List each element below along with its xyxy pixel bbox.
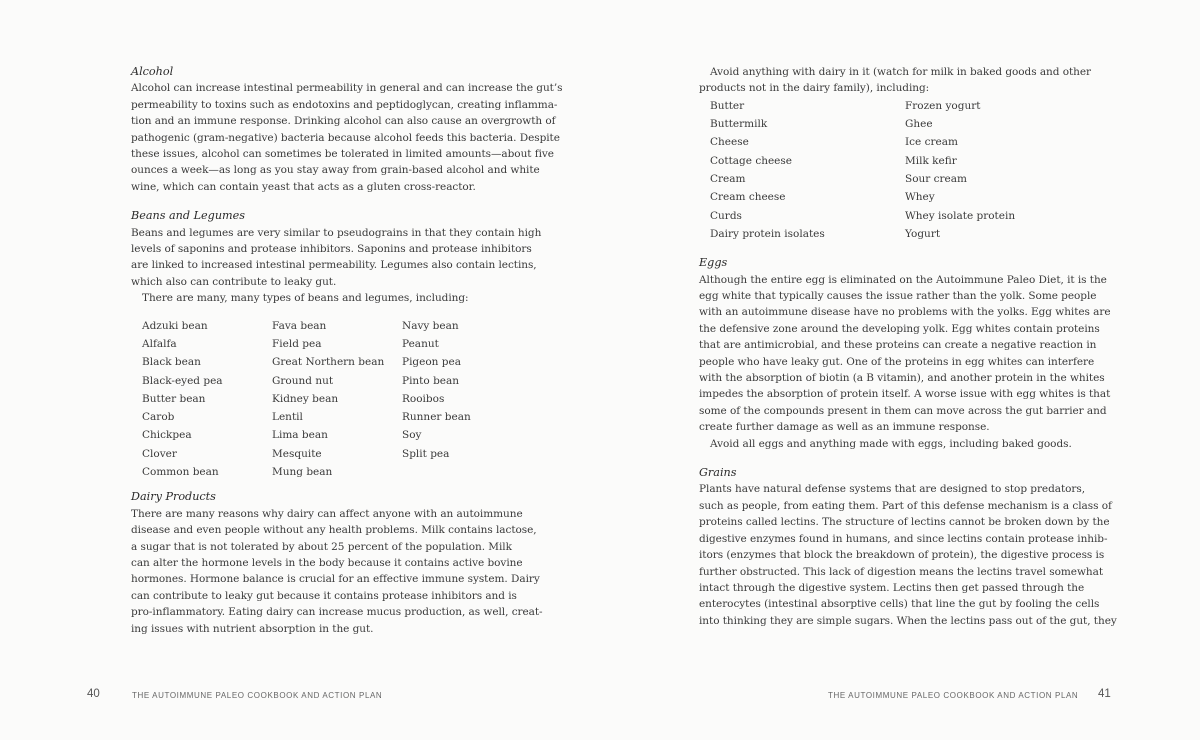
beans-paragraph <box>131 225 542 307</box>
list-item: Buttermilk <box>710 118 768 131</box>
text-line: Although the entire egg is eliminated on the Autoimmune Paleo Diet, it is the <box>699 273 1107 286</box>
list-item: Mung bean <box>272 466 333 479</box>
dairy-list <box>710 97 1071 243</box>
list-item: Carob <box>142 411 175 424</box>
list-item: Runner bean <box>402 411 471 424</box>
list-item: Dairy protein isolates <box>710 227 825 240</box>
list-item: Frozen yogurt <box>905 99 981 112</box>
text-line: impedes the absorption of protein itself. A worse issue with egg whites is that <box>699 388 1111 401</box>
list-item: Clover <box>142 447 177 460</box>
list-item: Ground nut <box>272 374 334 387</box>
list-item: Cream cheese <box>710 191 786 204</box>
eggs-heading: Eggs <box>699 256 728 270</box>
page-number: 40 <box>87 688 100 700</box>
list-item: Pigeon pea <box>402 356 461 369</box>
grains-paragraph <box>699 481 1117 629</box>
list-item: Adzuki bean <box>142 319 208 332</box>
text-line: egg white that typically causes the issue rather than the yolk. Some people <box>699 290 1097 302</box>
text-line: products not in the dairy family), including: <box>699 82 930 95</box>
text-line: Alcohol can increase intestinal permeability in general and can increase the gut’s <box>131 82 563 95</box>
eggs-paragraph <box>699 272 1111 452</box>
running-head: THE AUTOIMMUNE PALEO COOKBOOK AND ACTION PLAN <box>132 691 383 700</box>
list-item: Milk kefir <box>905 154 957 167</box>
text-line: a sugar that is not tolerated by about 25 percent of the population. Milk <box>131 540 512 553</box>
list-item: Common bean <box>142 466 219 479</box>
text-line: can contribute to leaky gut because it contains protease inhibitors and is <box>131 589 517 602</box>
list-item: Curds <box>710 209 742 222</box>
dairy-paragraph <box>131 506 543 637</box>
eggs-closing-line: Avoid all eggs and anything made with eggs, including baked goods. <box>710 437 1072 450</box>
list-item: Peanut <box>402 337 439 350</box>
list-item: Split pea <box>402 447 450 460</box>
text-line: which also can contribute to leaky gut. <box>131 275 337 288</box>
list-item: Yogurt <box>905 227 941 240</box>
text-line: these issues, alcohol can sometimes be tolerated in limited amounts—about five <box>131 148 554 161</box>
list-item: Alfalfa <box>142 337 177 350</box>
list-item: Sour cream <box>905 173 967 185</box>
text-line: into thinking they are simple sugars. When the lectins pass out of the gut, they <box>699 614 1117 627</box>
text-line: ounces a week—as long as you stay away from grain-based alcohol and white <box>131 164 540 177</box>
text-line: intact through the digestive system. Lectins then get passed through the <box>699 581 1085 594</box>
text-line: wine, which can contain yeast that acts as a gluten cross-reactor. <box>131 180 476 193</box>
text-line: such as people, from eating them. Part of this defense mechanism is a class of <box>699 499 1112 512</box>
list-item: Ghee <box>905 118 933 131</box>
list-item: Chickpea <box>142 429 192 442</box>
grains-heading: Grains <box>699 466 737 480</box>
text-line: ing issues with nutrient absorption in the gut. <box>131 622 374 635</box>
text-line: people who have leaky gut. One of the proteins in egg whites can interfere <box>699 355 1095 368</box>
alcohol-heading: Alcohol <box>131 65 174 78</box>
text-line: There are many reasons why dairy can affect anyone with an autoimmune <box>131 507 523 520</box>
dairy-continued-paragraph <box>699 64 1091 97</box>
list-item: Soy <box>402 429 422 442</box>
list-item: Lima bean <box>272 429 328 442</box>
right-page <box>600 0 1200 740</box>
alcohol-paragraph <box>131 80 563 195</box>
list-item: Mesquite <box>272 447 322 460</box>
text-line: levels of saponins and protease inhibitors. Saponins and protease inhibitors <box>131 243 532 256</box>
list-item: Black bean <box>142 356 201 369</box>
text-line: some of the compounds present in them can move across the gut barrier and <box>699 404 1107 417</box>
text-line: proteins called lectins. The structure of lectins cannot be broken down by the <box>699 516 1110 529</box>
list-item: Fava bean <box>272 319 327 332</box>
running-head: THE AUTOIMMUNE PALEO COOKBOOK AND ACTION PLAN <box>828 691 1079 700</box>
page-number: 41 <box>1098 688 1111 700</box>
beans-list-intro: There are many, many types of beans and legumes, including: <box>142 292 469 305</box>
text-line: the defensive zone around the developing yolk. Egg whites contain proteins <box>699 322 1100 335</box>
list-item: Lentil <box>272 411 303 424</box>
list-item: Whey isolate protein <box>905 209 1016 222</box>
text-line: Avoid anything with dairy in it (watch for milk in baked goods and other <box>710 66 1091 78</box>
text-line: can alter the hormone levels in the body because it contains active bovine <box>131 556 523 569</box>
text-line: Plants have natural defense systems that are designed to stop predators, <box>699 483 1085 496</box>
text-line: are linked to increased intestinal permeability. Legumes also contain lectins, <box>131 259 537 272</box>
text-line: further obstructed. This lack of digestion means the lectins travel somewhat <box>699 565 1103 578</box>
text-line: create further damage as well as an immune response. <box>699 421 990 434</box>
list-item: Black-eyed pea <box>142 374 223 387</box>
list-item: Butter <box>710 99 745 112</box>
text-line: enterocytes (intestinal absorptive cells) that line the gut by fooling the cells <box>699 598 1100 611</box>
list-item: Great Northern bean <box>272 356 385 369</box>
list-item: Field pea <box>272 337 322 350</box>
beans-list <box>142 317 503 482</box>
text-line: Beans and legumes are very similar to pseudograins in that they contain high <box>131 226 542 239</box>
beans-heading: Beans and Legumes <box>131 209 245 223</box>
text-line: hormones. Hormone balance is crucial for an effective immune system. Dairy <box>131 573 540 586</box>
text-line: pro-inflammatory. Eating dairy can increase mucus production, as well, creat- <box>131 606 543 619</box>
text-line: tion and an immune response. Drinking alcohol can also cause an overgrowth of <box>131 115 556 128</box>
text-line: disease and even people without any health problems. Milk contains lactose, <box>131 524 537 537</box>
dairy-heading: Dairy Products <box>131 490 216 504</box>
list-item: Cream <box>710 173 746 185</box>
list-item: Kidney bean <box>272 392 339 405</box>
text-line: itors (enzymes that block the breakdown of protein), the digestive process is <box>699 549 1105 562</box>
text-line: with an autoimmune disease have no problems with the yolks. Egg whites are <box>699 306 1111 319</box>
text-line: pathogenic (gram-negative) bacteria because alcohol feeds this bacteria. Despite <box>131 131 560 144</box>
list-item: Rooibos <box>402 392 445 405</box>
list-item: Cottage cheese <box>710 154 793 167</box>
text-line: that are antimicrobial, and these proteins can create a negative reaction in <box>699 339 1097 352</box>
text-line: with the absorption of biotin (a B vitamin), and another protein in the whites <box>699 372 1105 385</box>
list-item: Navy bean <box>402 319 459 332</box>
list-item: Butter bean <box>142 392 206 405</box>
text-line: digestive enzymes found in humans, and since lectins contain protease inhib- <box>699 532 1108 545</box>
list-item: Pinto bean <box>402 374 460 387</box>
left-text-column <box>131 64 563 637</box>
list-item: Cheese <box>710 136 749 149</box>
right-text-column <box>699 64 1117 629</box>
list-item: Whey <box>905 191 935 204</box>
text-line: permeability to toxins such as endotoxins and peptidoglycan, creating inflamma- <box>131 98 558 111</box>
list-item <box>402 463 514 481</box>
list-item: Ice cream <box>905 136 958 149</box>
